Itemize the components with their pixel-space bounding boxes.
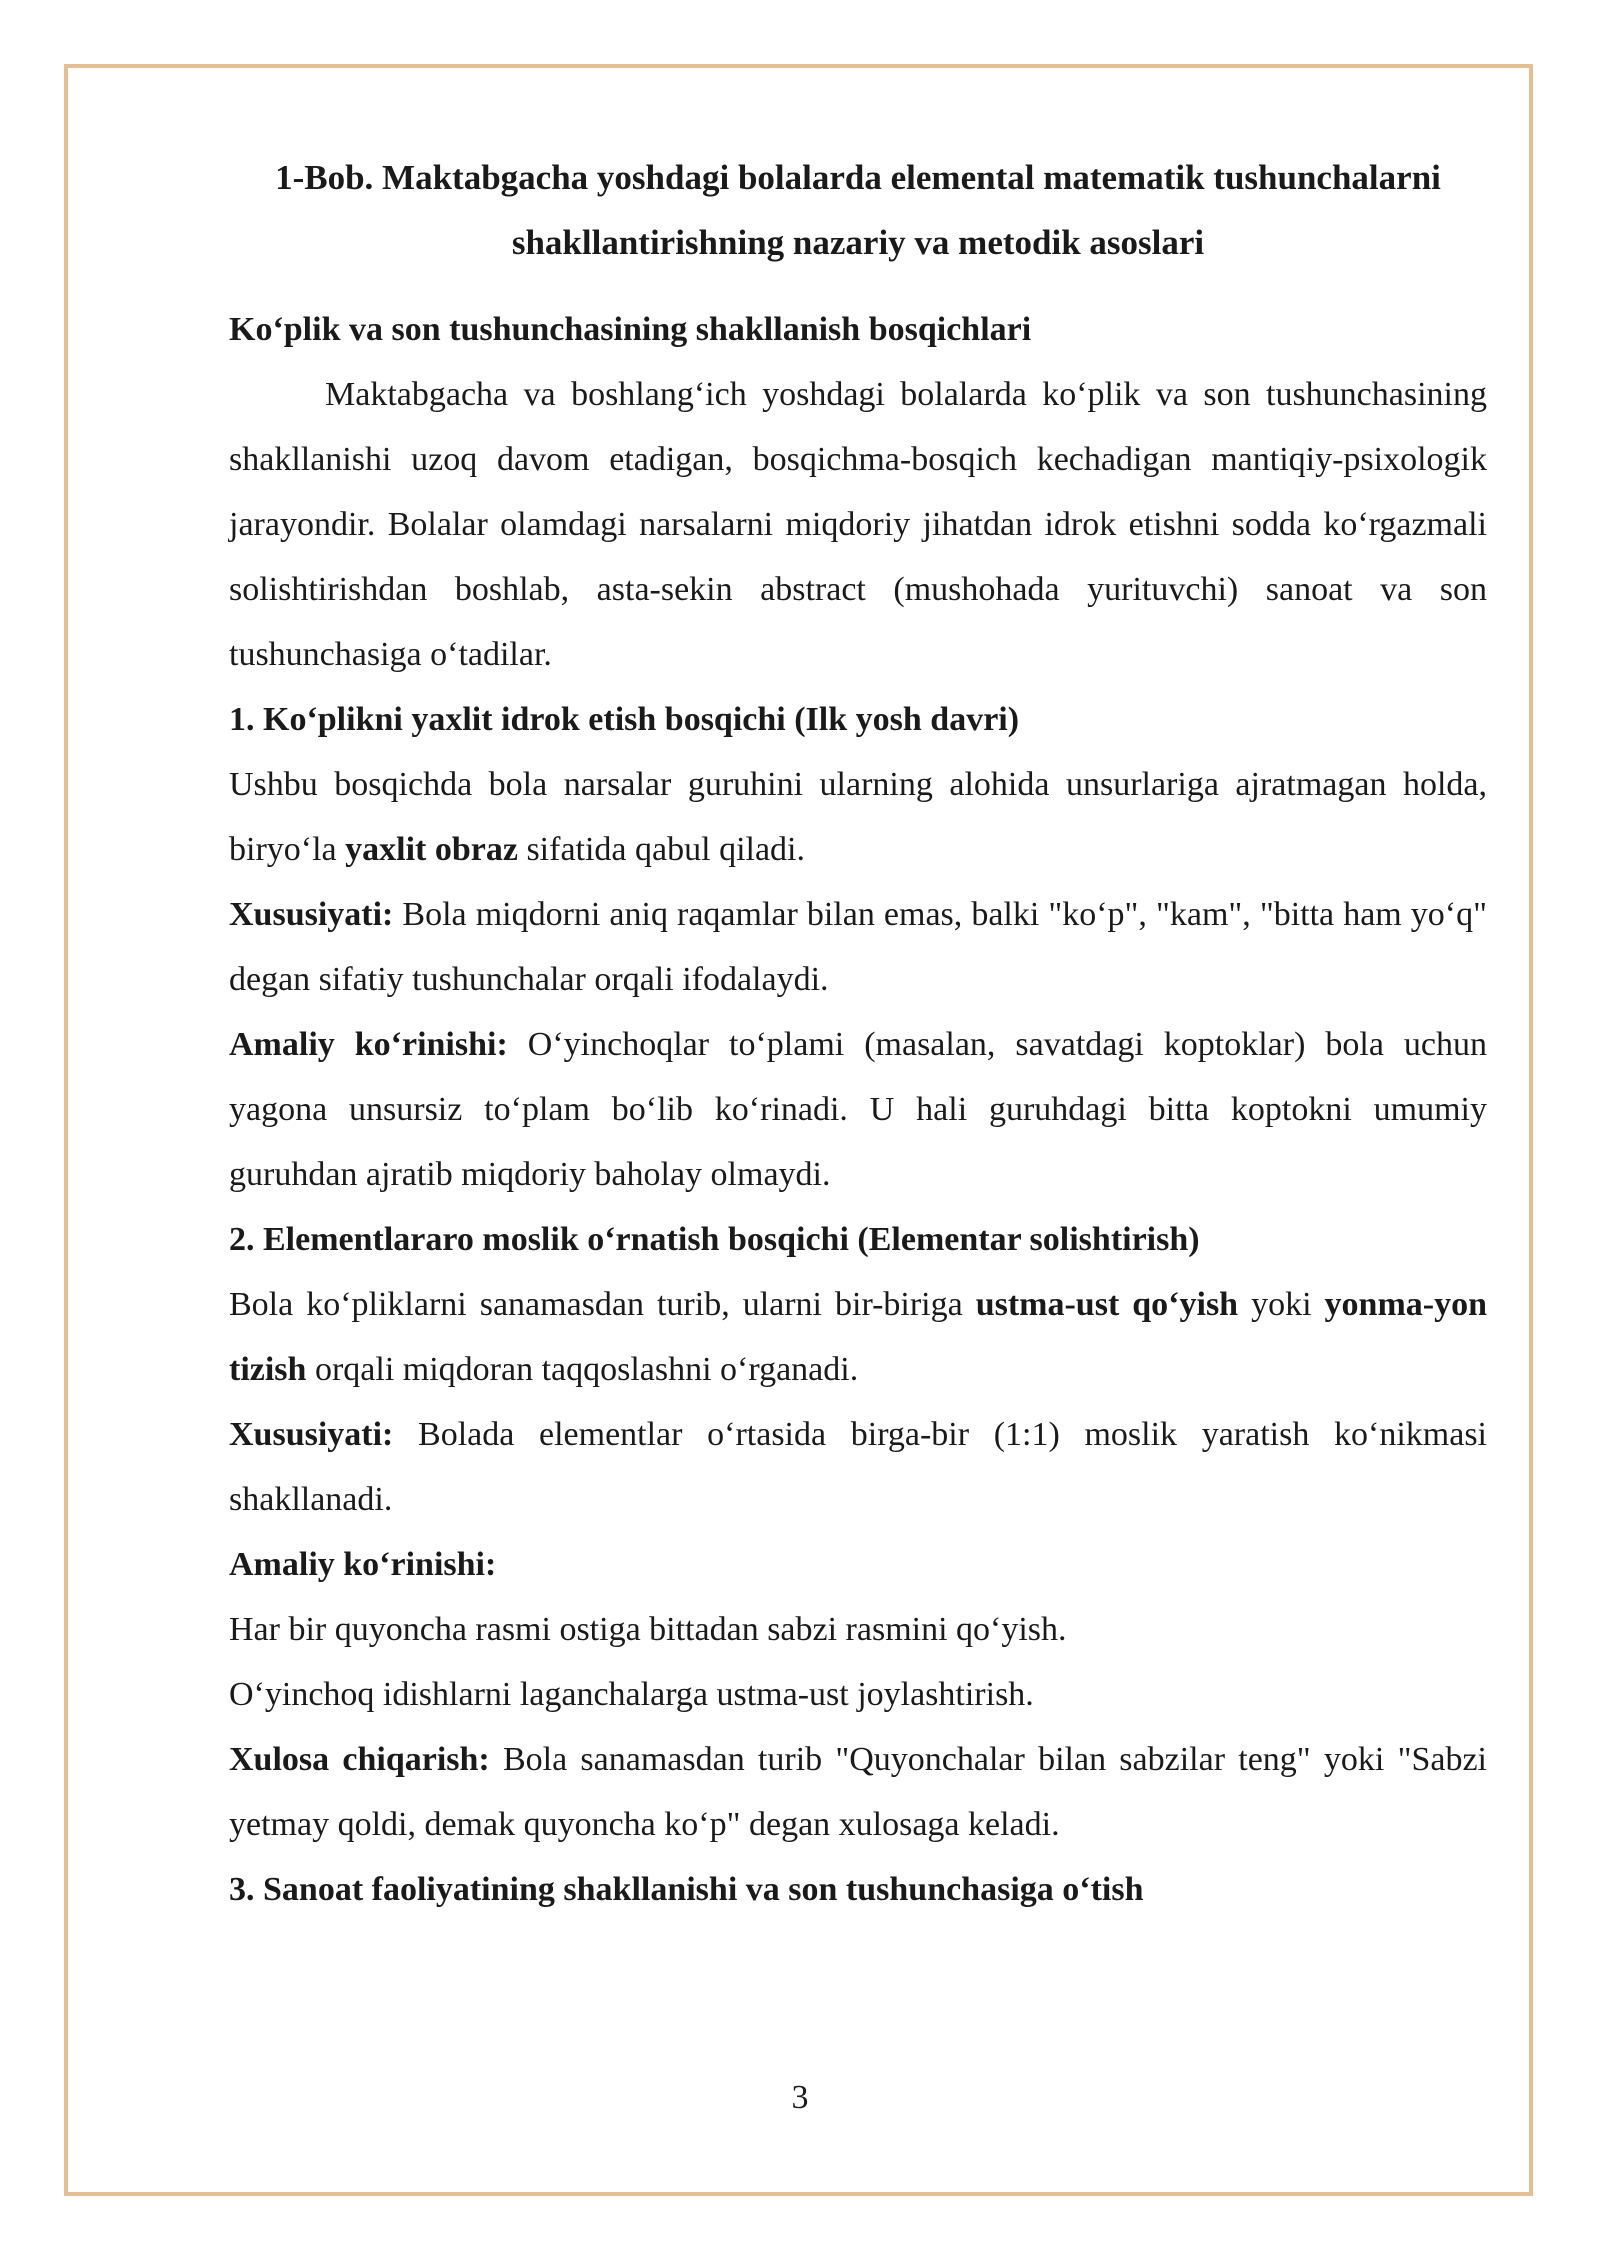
stage2-feature [229,1402,1487,1532]
stage1-practical-text: O‘yinchoqlar to‘plami (masalan, savatdagi koptoklar) bola uchun yagona unsursiz to‘plam bo‘lib ko‘rinadi. U hali guruhdagi bitta koptokni umumiy guruhdan ajratib miqdoriy baholay olmaydi. [229,1026,1488,1193]
document-body [229,145,1487,1922]
stage2-desc-post: orqali miqdoran taqqoslashni o‘rganadi. [306,1351,859,1388]
stage2-desc-bold2: yonma-yon tizish [229,1286,1487,1388]
stage2-heading: 2. Elementlararo moslik o‘rnatish bosqichi (Elementar solishtirish) [229,1221,1200,1258]
stage1-heading: 1. Ko‘plikni yaxlit idrok etish bosqichi (Ilk yosh davri) [229,701,1020,738]
stage2-practical-label: Amaliy ko‘rinishi: [229,1546,497,1583]
stage2-desc-pre: Bola ko‘pliklarni sanamasdan turib, ularni bir-biriga [229,1286,976,1323]
stage1-description [229,752,1487,882]
chapter-title [229,145,1487,275]
stage2-desc-bold1: ustma-ust qo‘yish [975,1286,1239,1323]
stage2-example-1: Har bir quyoncha rasmi ostiga bittadan sabzi rasmini qo‘yish. [229,1611,1067,1648]
stage2-conclusion-text: Bola sanamasdan turib "Quyonchalar bilan sabzilar teng" yoki "Sabzi yetmay qoldi, demak quyoncha ko‘p" degan xulosaga keladi. [229,1741,1487,1843]
section-heading: Ko‘plik va son tushunchasining shakllanish bosqichlari [229,311,1032,348]
page-number: 3 [791,2079,809,2116]
stage1-desc-bold: yaxlit obraz [345,831,518,868]
stage2-conclusion [229,1727,1487,1857]
stage2-description [229,1272,1487,1402]
stage1-feature-label: Xususiyati: [229,896,394,933]
chapter-title-line1: 1-Bob. Maktabgacha yoshdagi bolalarda elemental matematik tushunchalarni [275,158,1441,197]
chapter-title-line2: shakllantirishning nazariy va metodik asoslari [511,223,1205,262]
stage2-feature-label: Xususiyati: [229,1416,394,1453]
stage1-feature-text: Bola miqdorni aniq raqamlar bilan emas, balki "ko‘p", "kam", "bitta ham yo‘q" degan sifatiy tushunchalar orqali ifodalaydi. [229,896,1487,998]
intro-paragraph: Maktabgacha va boshlang‘ich yoshdagi bolalarda ko‘plik va son tushunchasining shakllanishi uzoq davom etadigan, bosqichma-bosqich kechadigan mantiqiy-psixologik jarayondir. Bolalar olamdagi narsalarni miqdoriy jihatdan idrok etishni sodda ko‘rgazmali solishtirishdan boshlab, asta-sekin abstract (mushohada yurituvchi) sanoat va son tushunchasiga o‘tadilar. [229,376,1487,673]
stage1-desc-pre: Ushbu bosqichda bola narsalar guruhini ularning alohida unsurlariga ajratmagan holda, biryo‘la [229,766,1487,868]
stage1-practical [229,1012,1487,1207]
stage2-example-2: O‘yinchoq idishlarni laganchalarga ustma-ust joylashtirish. [229,1676,1034,1713]
stage1-feature [229,882,1487,1012]
stage1-desc-post: sifatida qabul qiladi. [517,831,805,868]
stage2-desc-mid: yoki [1238,1286,1325,1323]
stage3-heading: 3. Sanoat faoliyatining shakllanishi va son tushunchasiga o‘tish [229,1871,1144,1908]
stage2-feature-text: Bolada elementlar o‘rtasida birga-bir (1:1) moslik yaratish ko‘nikmasi shakllanadi. [229,1416,1487,1518]
stage1-practical-label: Amaliy ko‘rinishi: [229,1026,508,1063]
stage2-conclusion-label: Xulosa chiqarish: [229,1741,490,1778]
